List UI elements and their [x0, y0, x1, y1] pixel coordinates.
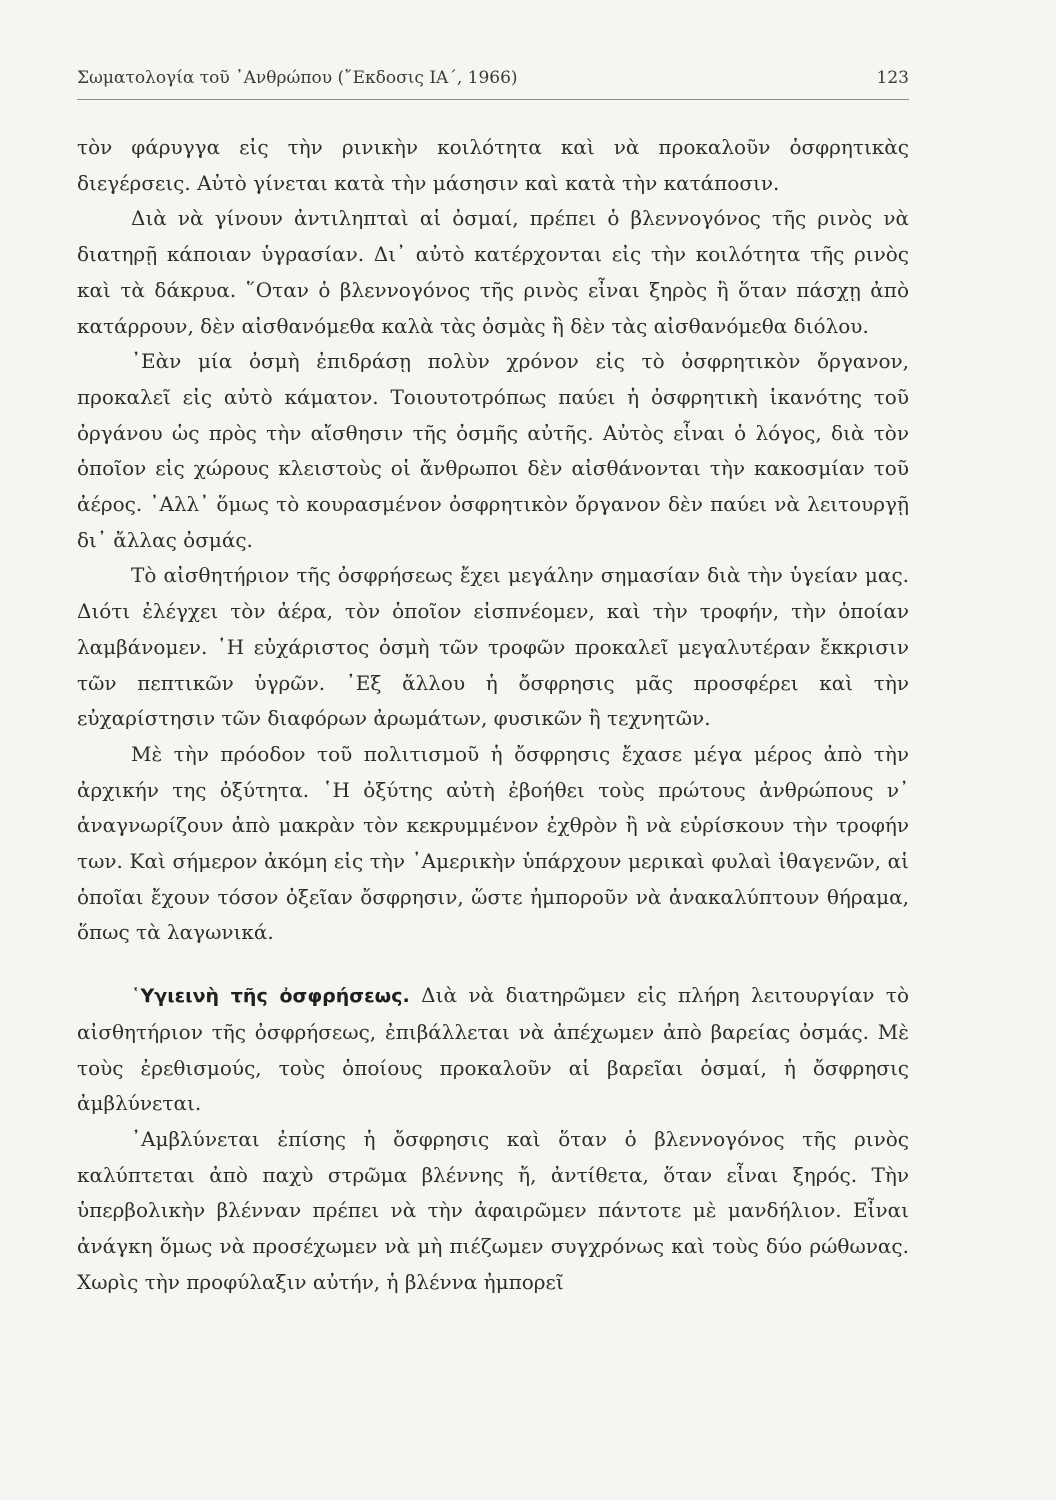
paragraph-continuation: τὸν φάρυγγα εἰς τὴν ρινικὴν κοιλότητα καὶ νὰ προκαλοῦν ὀσφρητικὰς διεγέρσεις. Αὐτὸ γίνεται κατὰ τὴν μάσησιν καὶ κατὰ τὴν κατάποσιν.: [77, 135, 909, 195]
paragraph-hygiene-text: Διὰ νὰ διατηρῶμεν εἰς πλήρη λειτουργίαν τὸ αἰσθητήριον τῆς ὀσφρήσεως, ἐπιβάλλεται νὰ ἀπέχωμεν ἀπὸ βαρείας ὀσμάς. Μὲ τοὺς ἐρεθισμούς, τοὺς ὁποίους προκαλοῦν αἱ βαρεῖαι ὀσμαί, ἡ ὄσφρησις ἀμβλύνεται.: [77, 983, 909, 1116]
running-title: Σωματολογία τοῦ ᾿Ανθρώπου (῎Εκδοσις ΙΑ΄, 1966): [77, 68, 518, 88]
section-runin-heading: ῾Υγιεινὴ τῆς ὀσφρήσεως.: [131, 985, 410, 1008]
paragraph-hygiene-section: [77, 978, 909, 1122]
paragraph-olfactory-fatigue: ᾿Εὰν μία ὀσμὴ ἐπιδράσῃ πολὺν χρόνον εἰς τὸ ὀσφρητικὸν ὄργανον, προκαλεῖ εἰς αὐτὸ κάματον. Τοιουτοτρόπως παύει ἡ ὀσφρητικὴ ἱκανότης τοῦ ὀργάνου ὡς πρὸς τὴν αἴσθησιν τῆς ὀσμῆς αὐτῆς. Αὐτὸς εἶναι ὁ λόγος, διὰ τὸν ὁποῖον εἰς χώρους κλειστοὺς οἱ ἄνθρωποι δὲν αἰσθάνονται τὴν κακοσμίαν τοῦ ἀέρος. ᾿Αλλ᾿ ὅμως τὸ κουρασμένον ὀσφρητικὸν ὄργανον δὲν παύει νὰ λειτουργῇ δι᾿ ἄλλας ὀσμάς.: [77, 349, 909, 552]
running-head: [77, 64, 909, 94]
body-text: [77, 130, 909, 1301]
paragraph-civilization-progress: Μὲ τὴν πρόοδον τοῦ πολιτισμοῦ ἡ ὄσφρησις ἔχασε μέγα μέρος ἀπὸ τὴν ἀρχικήν της ὀξύτητα. ῾Η ὀξύτης αὐτὴ ἐβοήθει τοὺς πρώτους ἀνθρώπους ν᾿ ἀναγνωρίζουν ἀπὸ μακρὰν τὸν κεκρυμμένον ἐχθρὸν ἢ νὰ εὑρίσκουν τὴν τροφήν των. Καὶ σήμερον ἀκόμη εἰς τὴν ᾿Αμερικὴν ὑπάρχουν μερικαὶ φυλαὶ ἰθαγενῶν, αἱ ὁποῖαι ἔχουν τόσον ὀξεῖαν ὄσφρησιν, ὥστε ἠμποροῦν νὰ ἀνακαλύπτουν θήραμα, ὅπως τὰ λαγωνικά.: [77, 741, 909, 945]
paragraph-dulling-of-smell: ᾿Αμβλύνεται ἐπίσης ἡ ὄσφρησις καὶ ὅταν ὁ βλεννογόνος τῆς ρινὸς καλύπτεται ἀπὸ παχὺ στρῶμα βλέννης ἤ, ἀντίθετα, ὅταν εἶναι ξηρός. Τὴν ὑπερβολικὴν βλένναν πρέπει νὰ τὴν ἀφαιρῶμεν πάντοτε μὲ μανδήλιον. Εἶναι ἀνάγκη ὅμως νὰ προσέχωμεν νὰ μὴ πιέζωμεν συγχρόνως καὶ τοὺς δύο ρώθωνας. Χωρὶς τὴν προφύλαξιν αὐτήν, ἡ βλέννα ἠμπορεῖ: [77, 1126, 909, 1294]
header-rule: [77, 99, 909, 100]
page-number: 123: [876, 68, 909, 88]
paragraph-mucosa-moisture: Διὰ νὰ γίνουν ἀντιληπταὶ αἱ ὀσμαί, πρέπει ὁ βλεννογόνος τῆς ρινὸς νὰ διατηρῇ κάποιαν ὑγρασίαν. Δι᾿ αὐτὸ κατέρχονται εἰς τὴν κοιλότητα τῆς ρινὸς καὶ τὰ δάκρυα. ῞Οταν ὁ βλεννογόνος τῆς ρινὸς εἶναι ξηρὸς ἢ ὅταν πάσχῃ ἀπὸ κατάρρουν, δὲν αἰσθανόμεθα καλὰ τὰς ὀσμὰς ἢ δὲν τὰς αἰσθανόμεθα διόλου.: [77, 206, 909, 338]
paragraph-importance-for-health: Τὸ αἰσθητήριον τῆς ὀσφρήσεως ἔχει μεγάλην σημασίαν διὰ τὴν ὑγείαν μας. Διότι ἐλέγχει τὸν ἀέρα, τὸν ὁποῖον εἰσπνέομεν, καὶ τὴν τροφήν, τὴν ὁποίαν λαμβάνομεν. ῾Η εὐχάριστος ὀσμὴ τῶν τροφῶν προκαλεῖ μεγαλυτέραν ἔκκρισιν τῶν πεπτικῶν ὑγρῶν. ᾿Εξ ἄλλου ἡ ὄσφρησις μᾶς προσφέρει καὶ τὴν εὐχαρίστησιν τῶν διαφόρων ἀρωμάτων, φυσικῶν ἢ τεχνητῶν.: [77, 563, 909, 731]
